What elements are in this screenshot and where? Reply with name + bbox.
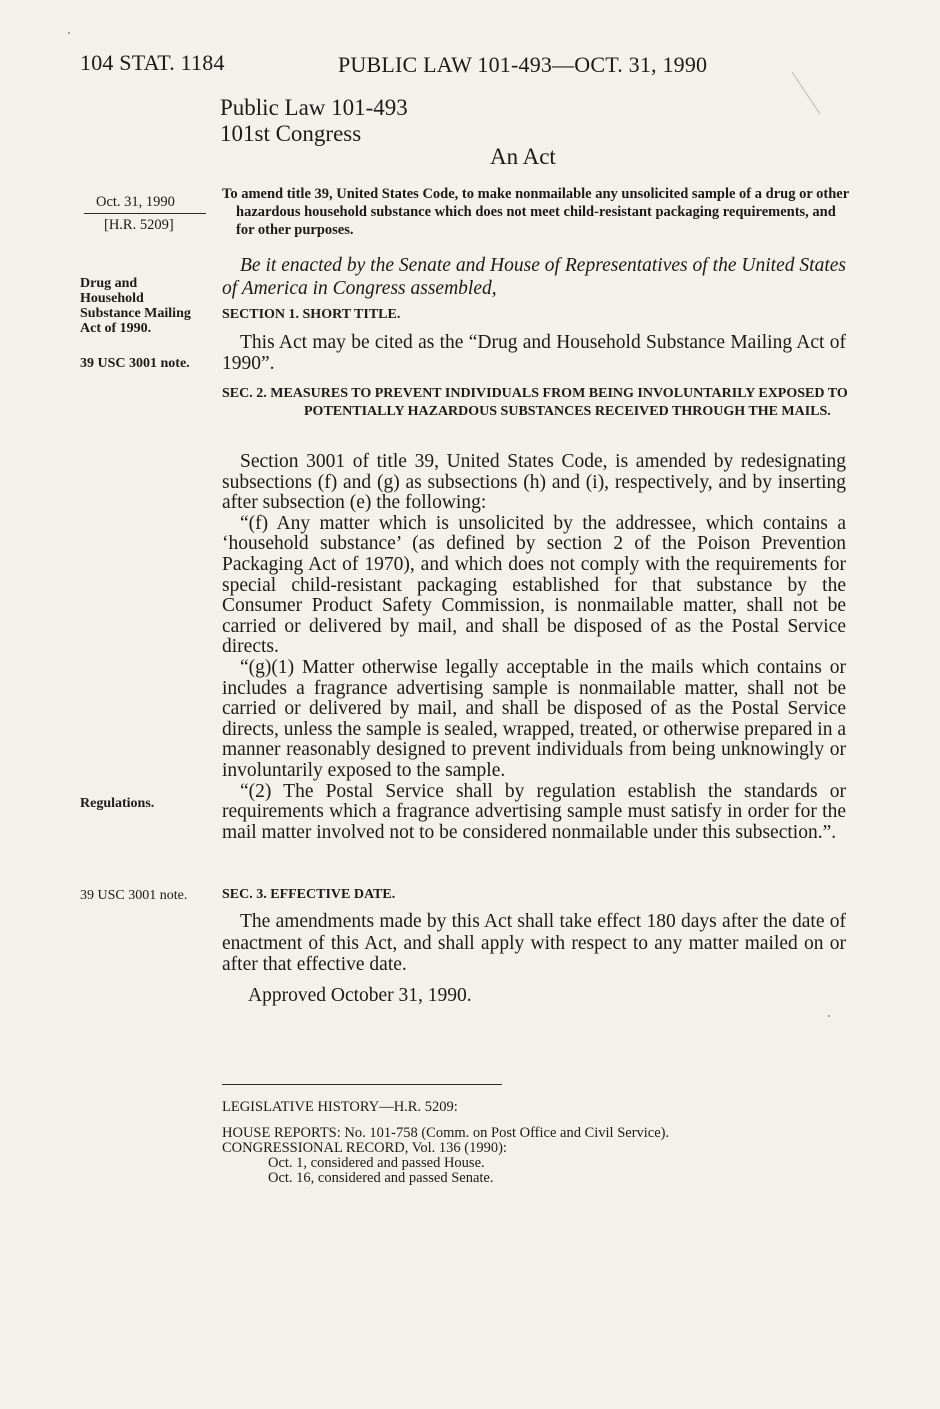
running-title: PUBLIC LAW 101-493—OCT. 31, 1990 [338, 52, 708, 77]
section-3-body [222, 911, 846, 976]
section-2-body [222, 452, 846, 843]
margin-divider [84, 213, 206, 214]
scan-mark [790, 70, 830, 120]
section-2-paragraph-f: “(f) Any matter which is unsolicited by the addressee, which contains a ‘household substance’ (as defined by section 2 of the Poison Prevention Packaging Act of 1970), and which does not comply with the requirements for special child-resistant packaging established for that substance by the Consumer Product Safety Commission, is nonmailable matter, shall not be carried or delivered by mail, and shall be disposed of as the Postal Service directs. [222, 512, 846, 658]
legislative-entry: Oct. 1, considered and passed House. [268, 1155, 485, 1171]
house-reports: HOUSE REPORTS: No. 101-758 (Comm. on Post Office and Civil Service). [222, 1125, 670, 1141]
section-1-paragraph: This Act may be cited as the “Drug and Household Substance Mailing Act of 1990”. [222, 332, 846, 374]
act-purpose: To amend title 39, United States Code, to make nonmailable any unsolicited sample of a drug or other hazardous household substance which does not meet child-resistant packaging requirements, and for other purposes. [222, 186, 849, 238]
section-1-heading: SECTION 1. SHORT TITLE. [222, 307, 401, 322]
law-number: Public Law 101-493 [220, 95, 408, 120]
scan-speck [68, 32, 70, 34]
congress-number: 101st Congress [220, 121, 362, 146]
margin-regulations-note: Regulations. [80, 796, 155, 811]
margin-short-title-note: Drug and Household Substance Mailing Act of 1990. [80, 276, 191, 336]
page-reference: 104 STAT. 1184 [80, 50, 225, 75]
congressional-record: CONGRESSIONAL RECORD, Vol. 136 (1990): [222, 1140, 507, 1156]
section-2-paragraph-g2: “(2) The Postal Service shall by regulation establish the standards or requirements which a fragrance advertising sample must satisfy in order for the mail matter involved not to be considered nonmailable under this subsection.”. [222, 780, 846, 843]
enacting-clause: Be it enacted by the Senate and House of Representatives of the United States of America in Congress assembled, [222, 255, 846, 299]
section-3-paragraph: The amendments made by this Act shall take effect 180 days after the date of enactment of this Act, and shall apply with respect to any matter mailed on or after that effective date. [222, 911, 846, 975]
section-2-heading: SEC. 2. MEASURES TO PREVENT INDIVIDUALS FROM BEING INVOLUNTARILY EXPOSED TO POTENTIALLY HAZARDOUS SUBSTANCES RECEIVED THROUGH THE MAILS. [222, 386, 848, 419]
section-2-paragraph-g1: “(g)(1) Matter otherwise legally acceptable in the mails which contains or includes a fragrance advertising sample is nonmailable matter, shall not be carried or delivered by mail, and shall be disposed of as the Postal Service directs, unless the sample is sealed, wrapped, treated, or otherwise prepared in a manner reasonably designed to prevent individuals from being unknowingly or involuntarily exposed to the sample. [222, 656, 846, 781]
section-3-heading: SEC. 3. EFFECTIVE DATE. [222, 887, 396, 902]
legislative-history-divider [222, 1084, 502, 1085]
section-2-paragraph-1: Section 3001 of title 39, United States Code, is amended by redesignating subsections (f) and (g) as subsections (h) and (i), respectively, and by inserting after subsection (e) the following: [222, 451, 846, 514]
section-1-text [222, 332, 846, 374]
act-heading: An Act [490, 144, 556, 169]
legislative-history-heading: LEGISLATIVE HISTORY—H.R. 5209: [222, 1099, 458, 1115]
margin-date: Oct. 31, 1990 [96, 194, 175, 210]
margin-usc-note: 39 USC 3001 note. [80, 356, 190, 371]
legislative-entry: Oct. 16, considered and passed Senate. [268, 1170, 494, 1186]
margin-usc-note-2: 39 USC 3001 note. [80, 888, 188, 903]
scan-speck [828, 1015, 830, 1017]
approval-date: Approved October 31, 1990. [248, 985, 472, 1006]
margin-bill-number: [H.R. 5209] [104, 217, 174, 233]
